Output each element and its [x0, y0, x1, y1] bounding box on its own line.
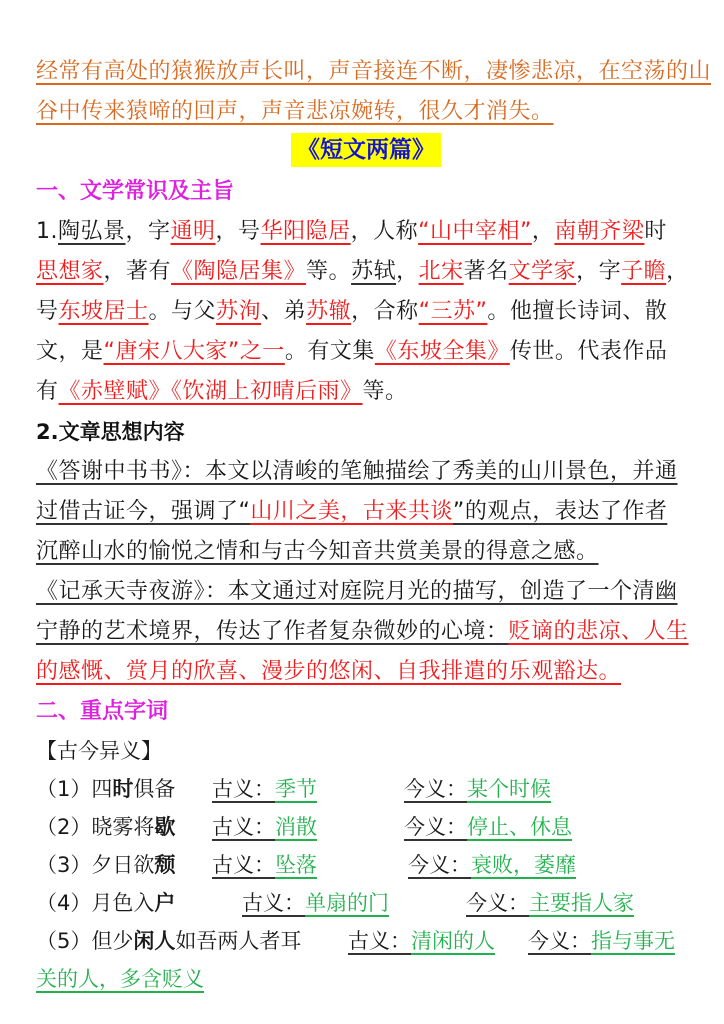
answer: 苏洵 — [216, 299, 262, 324]
text: 宁静的艺术境界，传达了作者复杂微妙的心境： — [36, 619, 509, 644]
answer: 华阳隐居 — [260, 219, 351, 244]
answer: 文学家 — [508, 259, 577, 284]
text: ，著有 — [103, 259, 172, 284]
para2-line1 — [36, 452, 696, 492]
section-heading-1: 一、文学常识及主旨 — [36, 179, 235, 204]
modern-meaning: 今义：停止、休息 — [404, 815, 572, 839]
modern-meaning: 今义：衰败，萎靡 — [408, 853, 576, 877]
text: ”的观点，表达了作者 — [452, 499, 668, 524]
modern-meaning: 今义：主要指人家 — [466, 891, 634, 915]
text: ， — [531, 219, 555, 244]
author-name: 苏轼 — [351, 259, 397, 284]
ancient-meaning: 古义：坠落 — [212, 853, 317, 877]
ancient-meaning: 古义：季节 — [212, 777, 317, 801]
text: 传世。代表作品 — [509, 339, 668, 364]
item-phrase: （5）但少闲人如吾两人者耳 — [36, 929, 302, 953]
text: ，合称 — [351, 299, 419, 324]
translation-text: 经常有高处的猿猴放声长叫，声音接连不断，凄惨悲凉，在空荡的山 — [36, 59, 712, 84]
answer: 《赤壁赋》《饮湖上初晴后雨》 — [58, 379, 363, 404]
text: ， — [666, 259, 689, 284]
answer: 子瞻 — [621, 259, 667, 284]
title-block — [36, 132, 696, 172]
modern-meaning: 今义：指与事无 — [528, 929, 675, 953]
answer: 北宋 — [418, 259, 464, 284]
para1-line3 — [36, 292, 696, 332]
text: ，字 — [125, 219, 171, 244]
para1-line2 — [36, 252, 696, 292]
answer: 通明 — [170, 219, 216, 244]
section-heading-2: 二、重点字词 — [36, 699, 169, 724]
document-page — [36, 52, 712, 998]
para3-line1 — [36, 572, 696, 612]
ancient-meaning: 古义：单扇的门 — [242, 891, 389, 915]
modern-meaning-cont: 关的人，多含贬义 — [36, 967, 204, 991]
text: 《答谢中书书》：本文以清峻的笔触描绘了秀美的山川景色，并通 — [36, 459, 678, 484]
text: 时 — [644, 219, 667, 244]
item-phrase: （4）月色入户 — [36, 891, 176, 915]
text: ，字 — [576, 259, 622, 284]
vocab-item-1 — [36, 770, 696, 808]
para1-line4 — [36, 332, 696, 372]
answer: 南朝齐梁 — [554, 219, 645, 244]
text: 。有文集 — [284, 339, 375, 364]
vocab-item-4 — [36, 884, 696, 922]
author-name: 陶弘景 — [58, 219, 126, 244]
text: 沉醉山水的愉悦之情和与古今知音共赏美景的得意之感。 — [36, 539, 599, 564]
answer: 《东坡全集》 — [374, 339, 510, 364]
answer: 苏辙 — [306, 299, 352, 324]
text: 《记承天寺夜游》：本文通过对庭院月光的描写，创造了一个清幽 — [36, 579, 678, 604]
category-label — [36, 732, 696, 770]
text: 号 — [36, 299, 59, 324]
text: 著名 — [463, 259, 509, 284]
answer: 东坡居士 — [58, 299, 149, 324]
answer: “唐宋八大家”之一 — [103, 339, 285, 364]
translation-line-1 — [36, 52, 712, 92]
text: ， — [396, 259, 419, 284]
answer: 的感慨、赏月的欣喜、漫步的悠闲、自我排遣的乐观豁达。 — [36, 659, 622, 684]
text: 等。 — [362, 379, 408, 404]
text: 等。 — [306, 259, 352, 284]
text: ，号 — [215, 219, 261, 244]
ancient-meaning: 古义：清闲的人 — [348, 929, 495, 953]
answer: “山中宰相” — [418, 219, 532, 244]
answer: 思想家 — [36, 259, 104, 284]
answer: 《陶隐居集》 — [171, 259, 307, 284]
translation-text: 谷中传来猿啼的回声，声音悲凉婉转，很久才消失。 — [36, 99, 554, 124]
modern-meaning: 今义：某个时候 — [404, 777, 551, 801]
text: 。与父 — [148, 299, 217, 324]
vocab-item-3 — [36, 846, 696, 884]
answer: “三苏” — [418, 299, 488, 324]
para1-line5 — [36, 372, 696, 412]
text: 过借古证今，强调了“ — [36, 499, 251, 524]
ancient-meaning: 古义：消散 — [212, 815, 317, 839]
para3-line3 — [36, 652, 696, 692]
item-phrase: （1）四时俱备 — [36, 777, 176, 801]
para2-line3 — [36, 532, 696, 572]
text: 文，是 — [36, 339, 104, 364]
translation-line-2 — [36, 92, 696, 132]
vocab-item-5 — [36, 922, 696, 960]
vocab-item-5-cont — [36, 960, 696, 998]
answer: 贬谪的悲凉、人生 — [508, 619, 689, 644]
text: 有 — [36, 379, 59, 404]
document-title: 《短文两篇》 — [291, 133, 441, 167]
item-phrase: （3）夕日欲颓 — [36, 853, 176, 877]
answer: 山川之美，古来共谈 — [250, 499, 453, 524]
para3-line2 — [36, 612, 696, 652]
item-phrase: （2）晓雾将歇 — [36, 815, 176, 839]
text: 。他擅长诗词、散 — [487, 299, 668, 324]
text: 、弟 — [261, 299, 307, 324]
text: ，人称 — [350, 219, 419, 244]
vocab-item-2 — [36, 808, 696, 846]
text: 1. — [36, 219, 58, 244]
para2-line2 — [36, 492, 696, 532]
para1-line1 — [36, 212, 696, 252]
sub-heading-content: 2.文章思想内容 — [36, 420, 185, 444]
text: 【古今异义】 — [36, 739, 162, 763]
